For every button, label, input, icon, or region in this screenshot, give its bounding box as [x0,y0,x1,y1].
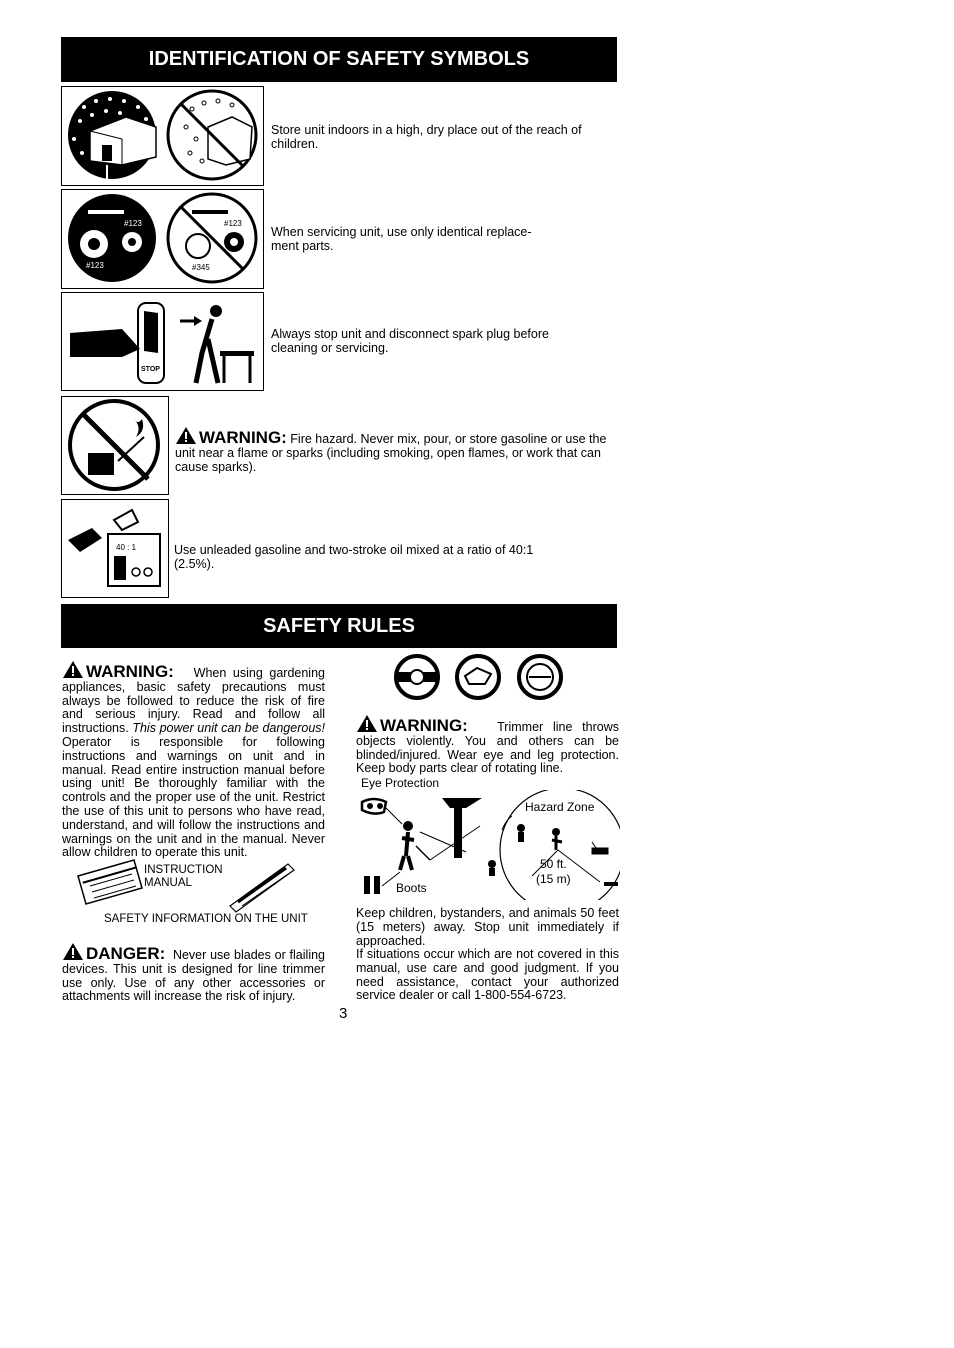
symbol-text-stop: Always stop unit and disconnect spark plug before cleaning or servicing. [271,327,549,355]
replacement-parts-gear-icon [61,189,264,289]
instruction-manual-icon [76,856,144,906]
warning-label: WARNING: [380,716,468,735]
symbol-text-parts: When servicing unit, use only identical replace- ment parts. [271,225,532,253]
part-number-label: #123 [224,219,242,228]
fire-hazard-text: Fire hazard. Never mix, pour, or store gasoline or use the unit near a flame or sparks (including smoking, open flames, or work that can cause sparks). [175,432,607,474]
warning-italic-text: This power unit can be dangerous! [132,721,325,736]
warning-text-continued: Operator is responsible for following instructions and warnings on unit and in manual. Read entire instruction manual before using unit! Be thoroughly familiar with the controls and the proper use of the unit. Restrict the use of this unit to persons who have read, understand, and will follow the instructions and warnings on the unit and in the manual. Never allow children to operate this unit. [62,734,325,860]
instruction-label-line2: MANUAL [144,877,192,889]
fuel-mix-icon [61,499,169,598]
part-number-label: #345 [192,263,210,272]
part-number-label: #123 [124,219,142,228]
page-number: 3 [339,1005,348,1022]
warning-triangle-icon [175,426,197,445]
distance-m-label: (15 m) [536,872,571,886]
warning-label: WARNING: [199,428,287,447]
symbol-text-fuel: Use unleaded gasoline and two-stroke oil mixed at a ratio of 40:1 (2.5%). [174,543,534,571]
warning-triangle-icon [356,714,378,733]
warning-text: Trimmer line throws objects violently. You and others can be blinded/injured. Wear eye and leg protection. Keep body parts clear of rotating line. [356,720,619,776]
warning-label: WARNING: [86,662,174,681]
warning-text: When using gardening appliances, basic safety precautions must always be followed to reduce the risk of fire and serious injury. Read and follow all instructions. [62,666,325,736]
eye-protection-label: Eye Protection [361,776,440,790]
fire-hazard-warning [175,426,615,474]
part-number-label: #123 [86,261,104,270]
trimmer-head-icons [393,652,565,702]
situations-paragraph: If situations occur which are not covered in this manual, use care and good judgment. If you need assistance, contact your authorized service dealer or call 1-800-554-6723. [356,947,619,1003]
safety-decal-icon [226,858,296,914]
general-warning-paragraph [62,660,325,860]
hazard-zone-label: Hazard Zone [525,800,595,814]
line-throw-warning [356,714,619,776]
section-heading-symbols-text: IDENTIFICATION OF SAFETY SYMBOLS [148,48,530,70]
stop-label: STOP [141,366,160,373]
ratio-label: 40 : 1 [116,543,137,552]
section-heading-symbols [61,37,617,82]
safety-info-label: SAFETY INFORMATION ON THE UNIT [104,913,308,925]
danger-text: Never use blades or flailing devices. This unit is designed for line trimmer use only. Use of any other accessories or attachments will increase the risk of injury. [62,948,325,1004]
section-heading-rules-text: SAFETY RULES [263,614,415,637]
symbol-text-storage: Store unit indoors in a high, dry place out of the reach of children. [271,123,582,151]
storage-house-rain-icon [61,86,264,186]
no-fire-fuel-icon [61,396,169,495]
distance-ft-label: 50 ft. [540,857,567,871]
boots-label: Boots [396,881,427,895]
instruction-label-line1: INSTRUCTION [144,864,223,876]
stop-switch-hand-icon [61,292,264,391]
warning-triangle-icon [62,942,84,961]
keep-away-paragraph: Keep children, bystanders, and animals 50 feet (15 meters) away. Stop unit immediately if approached. [356,906,619,948]
warning-triangle-icon [62,660,84,679]
danger-label: DANGER: [86,944,166,963]
danger-paragraph [62,942,325,1004]
section-heading-rules [61,604,617,648]
